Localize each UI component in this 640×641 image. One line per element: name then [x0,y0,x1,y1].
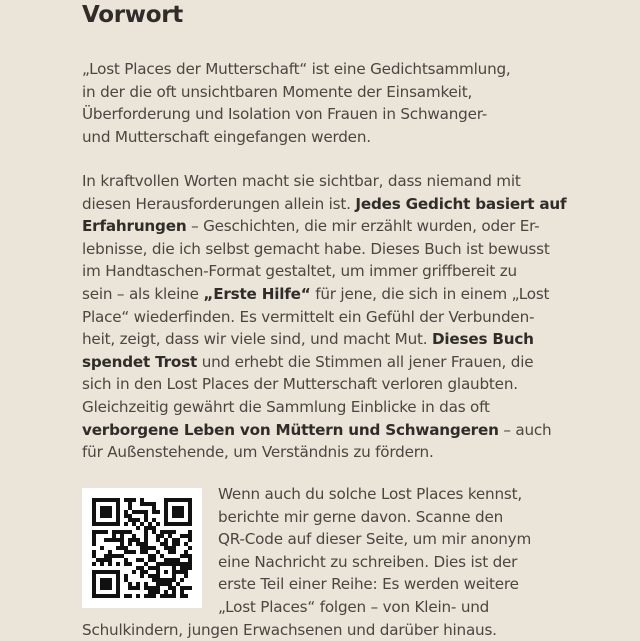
intro-paragraph [82,58,552,148]
text-line [82,419,552,442]
text-line [82,441,552,464]
text-line [82,306,552,329]
text-run: und erhebt die Stimmen all jener Frauen, die [197,352,534,371]
highlighted-text: verborgene Leben von Müttern und Schwangeren [82,420,499,439]
text-line: und Mutterschaft eingefangen werden. [82,127,371,146]
body-paragraph [82,170,567,464]
text-line [82,351,552,374]
text-line: Überforderung und Isolation von Frauen in Schwanger- [82,105,488,124]
text-run: sein – als kleine [82,284,204,303]
text-line: Schulkindern, jungen Erwachsenen und darüber hinaus. [82,620,497,639]
text-run: heit, zeigt, dass wir viele sind, und macht Mut. [82,330,433,349]
text-line [82,260,552,283]
text-line: berichte mir gerne davon. Scanne den [218,507,504,526]
text-run: lebnisse, die ich selbst gemacht habe. Dieses Buch ist bewusst [82,239,550,258]
text-run: für Außenstehende, um Verständnis zu fördern. [82,443,434,462]
text-line [82,396,552,419]
text-line: erste Teil einer Reihe: Es werden weitere [218,575,519,594]
text-run: Gleichzeitig gewährt die Sammlung Einblicke in das oft [82,397,490,416]
text-line [82,283,552,306]
text-line: in der die oft unsichtbaren Momente der Einsamkeit, [82,82,473,101]
text-line [82,238,552,261]
text-line: eine Nachricht zu schreiben. Dies ist der [218,552,518,571]
text-line: Wenn auch du solche Lost Places kennst, [218,485,522,503]
text-run: im Handtaschen-Format gestaltet, um immer griffbereit zu [82,262,517,281]
text-run: Place“ wiederfinden. Es vermittelt ein Gefühl der Verbunden- [82,307,535,326]
text-line: „Lost Places der Mutterschaft“ ist eine Gedichtsammlung, [82,60,511,78]
text-line [82,193,567,216]
text-line [82,328,552,351]
text-run: – auch [498,420,552,439]
text-run: diesen Herausforderungen allein ist. [82,194,356,213]
text-line [82,215,552,238]
text-line [82,373,552,396]
highlighted-text: Jedes Gedicht basiert auf [355,194,567,213]
text-run: In kraftvollen Worten macht sie sichtbar, dass niemand mit [82,172,521,190]
text-line: „Lost Places“ folgen – von Klein- und [218,597,490,616]
contact-paragraph [82,483,552,641]
text-line: QR-Code auf dieser Seite, um mir anonym [218,530,532,549]
highlighted-text: „Erste Hilfe“ [203,284,311,303]
text-line [82,170,552,193]
text-run: sich in den Lost Places der Mutterschaft verloren glaubten. [82,375,518,394]
text-run: für jene, die sich in einem „Lost [310,284,550,303]
page-title: Vorwort [82,2,183,28]
highlighted-text: Erfahrungen [82,217,187,236]
text-run: – Geschichten, die mir erzählt wurden, oder Er- [186,217,540,236]
highlighted-text: spendet Trost [82,352,198,371]
highlighted-text: Dieses Buch [432,330,534,349]
